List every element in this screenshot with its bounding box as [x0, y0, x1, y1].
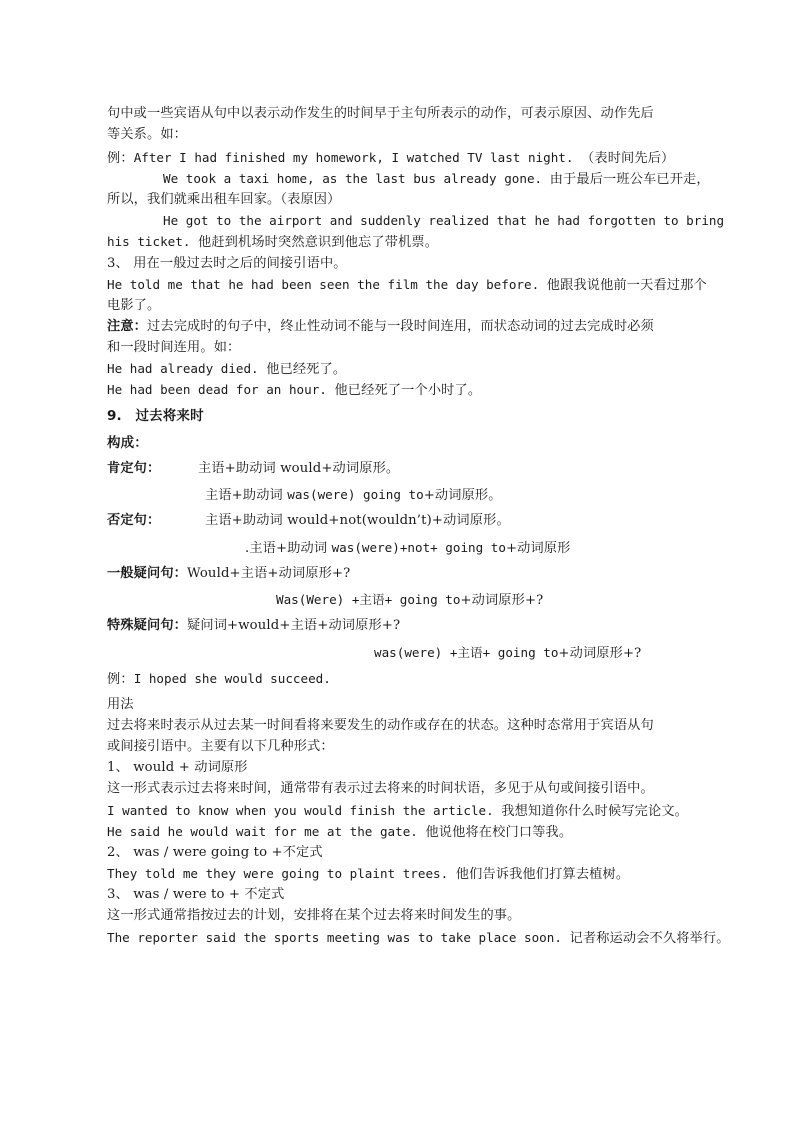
heading-text: 9. 过去将来时 [107, 408, 204, 424]
text: 或间接引语中。主要有以下几种形式： [107, 739, 334, 754]
paragraph-line [107, 191, 340, 209]
note-text: 过去完成时的句子中，终止性动词不能与一段时间连用，而状态动词的过去完成时必须 [147, 319, 654, 334]
formula-line [245, 539, 571, 558]
text: 3、 用在一般过去时之后的间接引语中。 [107, 256, 347, 271]
paragraph-line [107, 297, 160, 315]
formula-text: was(were) going to [287, 487, 424, 502]
english-sentence: He got to the airport and suddenly realized that he had forgotten to bring [163, 213, 725, 228]
translation: 他跟我说他前一天看过那个 [546, 278, 707, 293]
heading-text: 构成： [107, 435, 148, 451]
text: 这一形式表示过去将来时间，通常带有表示过去将来的时间状语，多见于从句或间接引语中。 [107, 781, 654, 796]
formula-label: 一般疑问句： [107, 566, 188, 581]
example-line [107, 276, 707, 295]
example-label: 例： [107, 672, 134, 687]
note: （表时间先后） [581, 151, 675, 166]
english-sentence: They told me they were going to plaint trees. [107, 866, 456, 881]
text: 和一段时间连用。如： [107, 340, 241, 355]
formula-text: was(were)+not+ going to [331, 540, 506, 555]
paragraph-line [107, 339, 240, 357]
translation: 所以，我们就乘出租车回家。（表原因） [107, 192, 341, 207]
formula-line [205, 512, 510, 530]
example-line [107, 929, 730, 948]
list-item [107, 886, 284, 904]
text: 等关系。如： [107, 127, 188, 142]
formula-line [107, 460, 160, 478]
section-heading [107, 407, 204, 425]
example-line [107, 149, 674, 168]
formula-text: 主语+助动词 would+not(wouldn’t)+动词原形。 [205, 513, 510, 528]
example-line [107, 233, 438, 252]
formula-text: +动词原形 [505, 541, 571, 556]
heading-text: 用法 [107, 697, 134, 712]
formula-text: +动词原形。 [423, 488, 502, 503]
subheading [107, 696, 134, 714]
translation: 由于最后一班公车已开走， [549, 172, 710, 187]
text: 2、 was / were going to +不定式 [107, 845, 323, 860]
example-line [107, 360, 346, 379]
formula-line [374, 644, 641, 663]
text: 这一形式通常指按过去的计划，安排将在某个过去将来时间发生的事。 [107, 908, 521, 923]
note-line [107, 318, 654, 336]
list-item [107, 255, 347, 273]
formula-text: Was(Were) +主语+ going to [276, 592, 461, 607]
english-sentence: I hoped she would succeed. [133, 671, 331, 686]
example-line [107, 381, 481, 400]
english-sentence: After I had finished my homework, I watched TV last night. [133, 150, 582, 165]
formula-line [107, 512, 160, 530]
text: 3、 was / were to + 不定式 [107, 887, 285, 902]
translation: 他说他将在校门口等我。 [425, 825, 573, 840]
note-label: 注意： [107, 319, 148, 334]
formula-label: 特殊疑问句： [107, 618, 188, 633]
paragraph-line [107, 126, 187, 144]
formula-label: 否定句： [107, 513, 161, 528]
paragraph-line [107, 105, 654, 123]
list-item [107, 844, 323, 862]
english-sentence: The reporter said the sports meeting was to take place soon. [107, 930, 570, 945]
example-line [107, 802, 688, 821]
formula-text: +动词原形+? [460, 593, 544, 608]
subheading [107, 434, 148, 452]
english-sentence: We took a taxi home, as the last bus already gone. [163, 171, 550, 186]
example-line [107, 865, 629, 884]
translation: 他赶到机场时突然意识到他忘了带机票。 [198, 235, 439, 250]
text: 过去将来时表示从过去某一时间看将来要发生的动作或存在的状态。这种时态常用于宾语从句 [107, 718, 654, 733]
translation: 记者称运动会不久将举行。 [569, 931, 730, 946]
translation: 他已经死了。 [266, 362, 347, 377]
formula-text: 主语+助动词 would+动词原形。 [198, 461, 400, 476]
example-line [163, 212, 724, 231]
english-sentence: He said he would wait for me at the gate. [107, 824, 426, 839]
formula-text: 疑问词+would+主语+动词原形+? [187, 618, 401, 633]
paragraph-line [107, 907, 520, 925]
example-label: 例： [107, 151, 134, 166]
formula-text: 主语+助动词 [205, 488, 288, 503]
formula-line [276, 591, 543, 610]
text: 1、 would + 动词原形 [107, 760, 248, 775]
english-sentence: He had been dead for an hour. [107, 382, 335, 397]
english-sentence: He told me that he had been seen the film the day before. [107, 277, 547, 292]
formula-label: 肯定句： [107, 461, 161, 476]
formula-text: was(were) +主语+ going to [374, 645, 559, 660]
paragraph-line [107, 717, 654, 735]
formula-line [107, 617, 400, 635]
paragraph-line [107, 738, 334, 756]
translation: 他已经死了一个小时了。 [334, 383, 482, 398]
english-sentence: his ticket. [107, 234, 198, 249]
text: 句中或一些宾语从句中以表示动作发生的时间早于主句所表示的动作，可表示原因、动作先后 [107, 106, 654, 121]
translation: 他们告诉我他们打算去植树。 [455, 867, 630, 882]
formula-text: +动词原形+? [558, 646, 642, 661]
example-line [107, 823, 572, 842]
formula-text: .主语+助动词 [245, 541, 332, 556]
translation: 我想知道你什么时候写完论文。 [501, 804, 689, 819]
paragraph-line [107, 780, 654, 798]
example-line [107, 670, 331, 689]
example-line [163, 170, 710, 189]
formula-line [205, 486, 502, 505]
formula-text: Would+主语+动词原形+? [187, 566, 351, 581]
list-item [107, 759, 248, 777]
formula-line [198, 460, 399, 478]
formula-line [107, 565, 350, 583]
english-sentence: He had already died. [107, 361, 267, 376]
translation: 电影了。 [107, 298, 161, 313]
english-sentence: I wanted to know when you would finish the article. [107, 803, 502, 818]
